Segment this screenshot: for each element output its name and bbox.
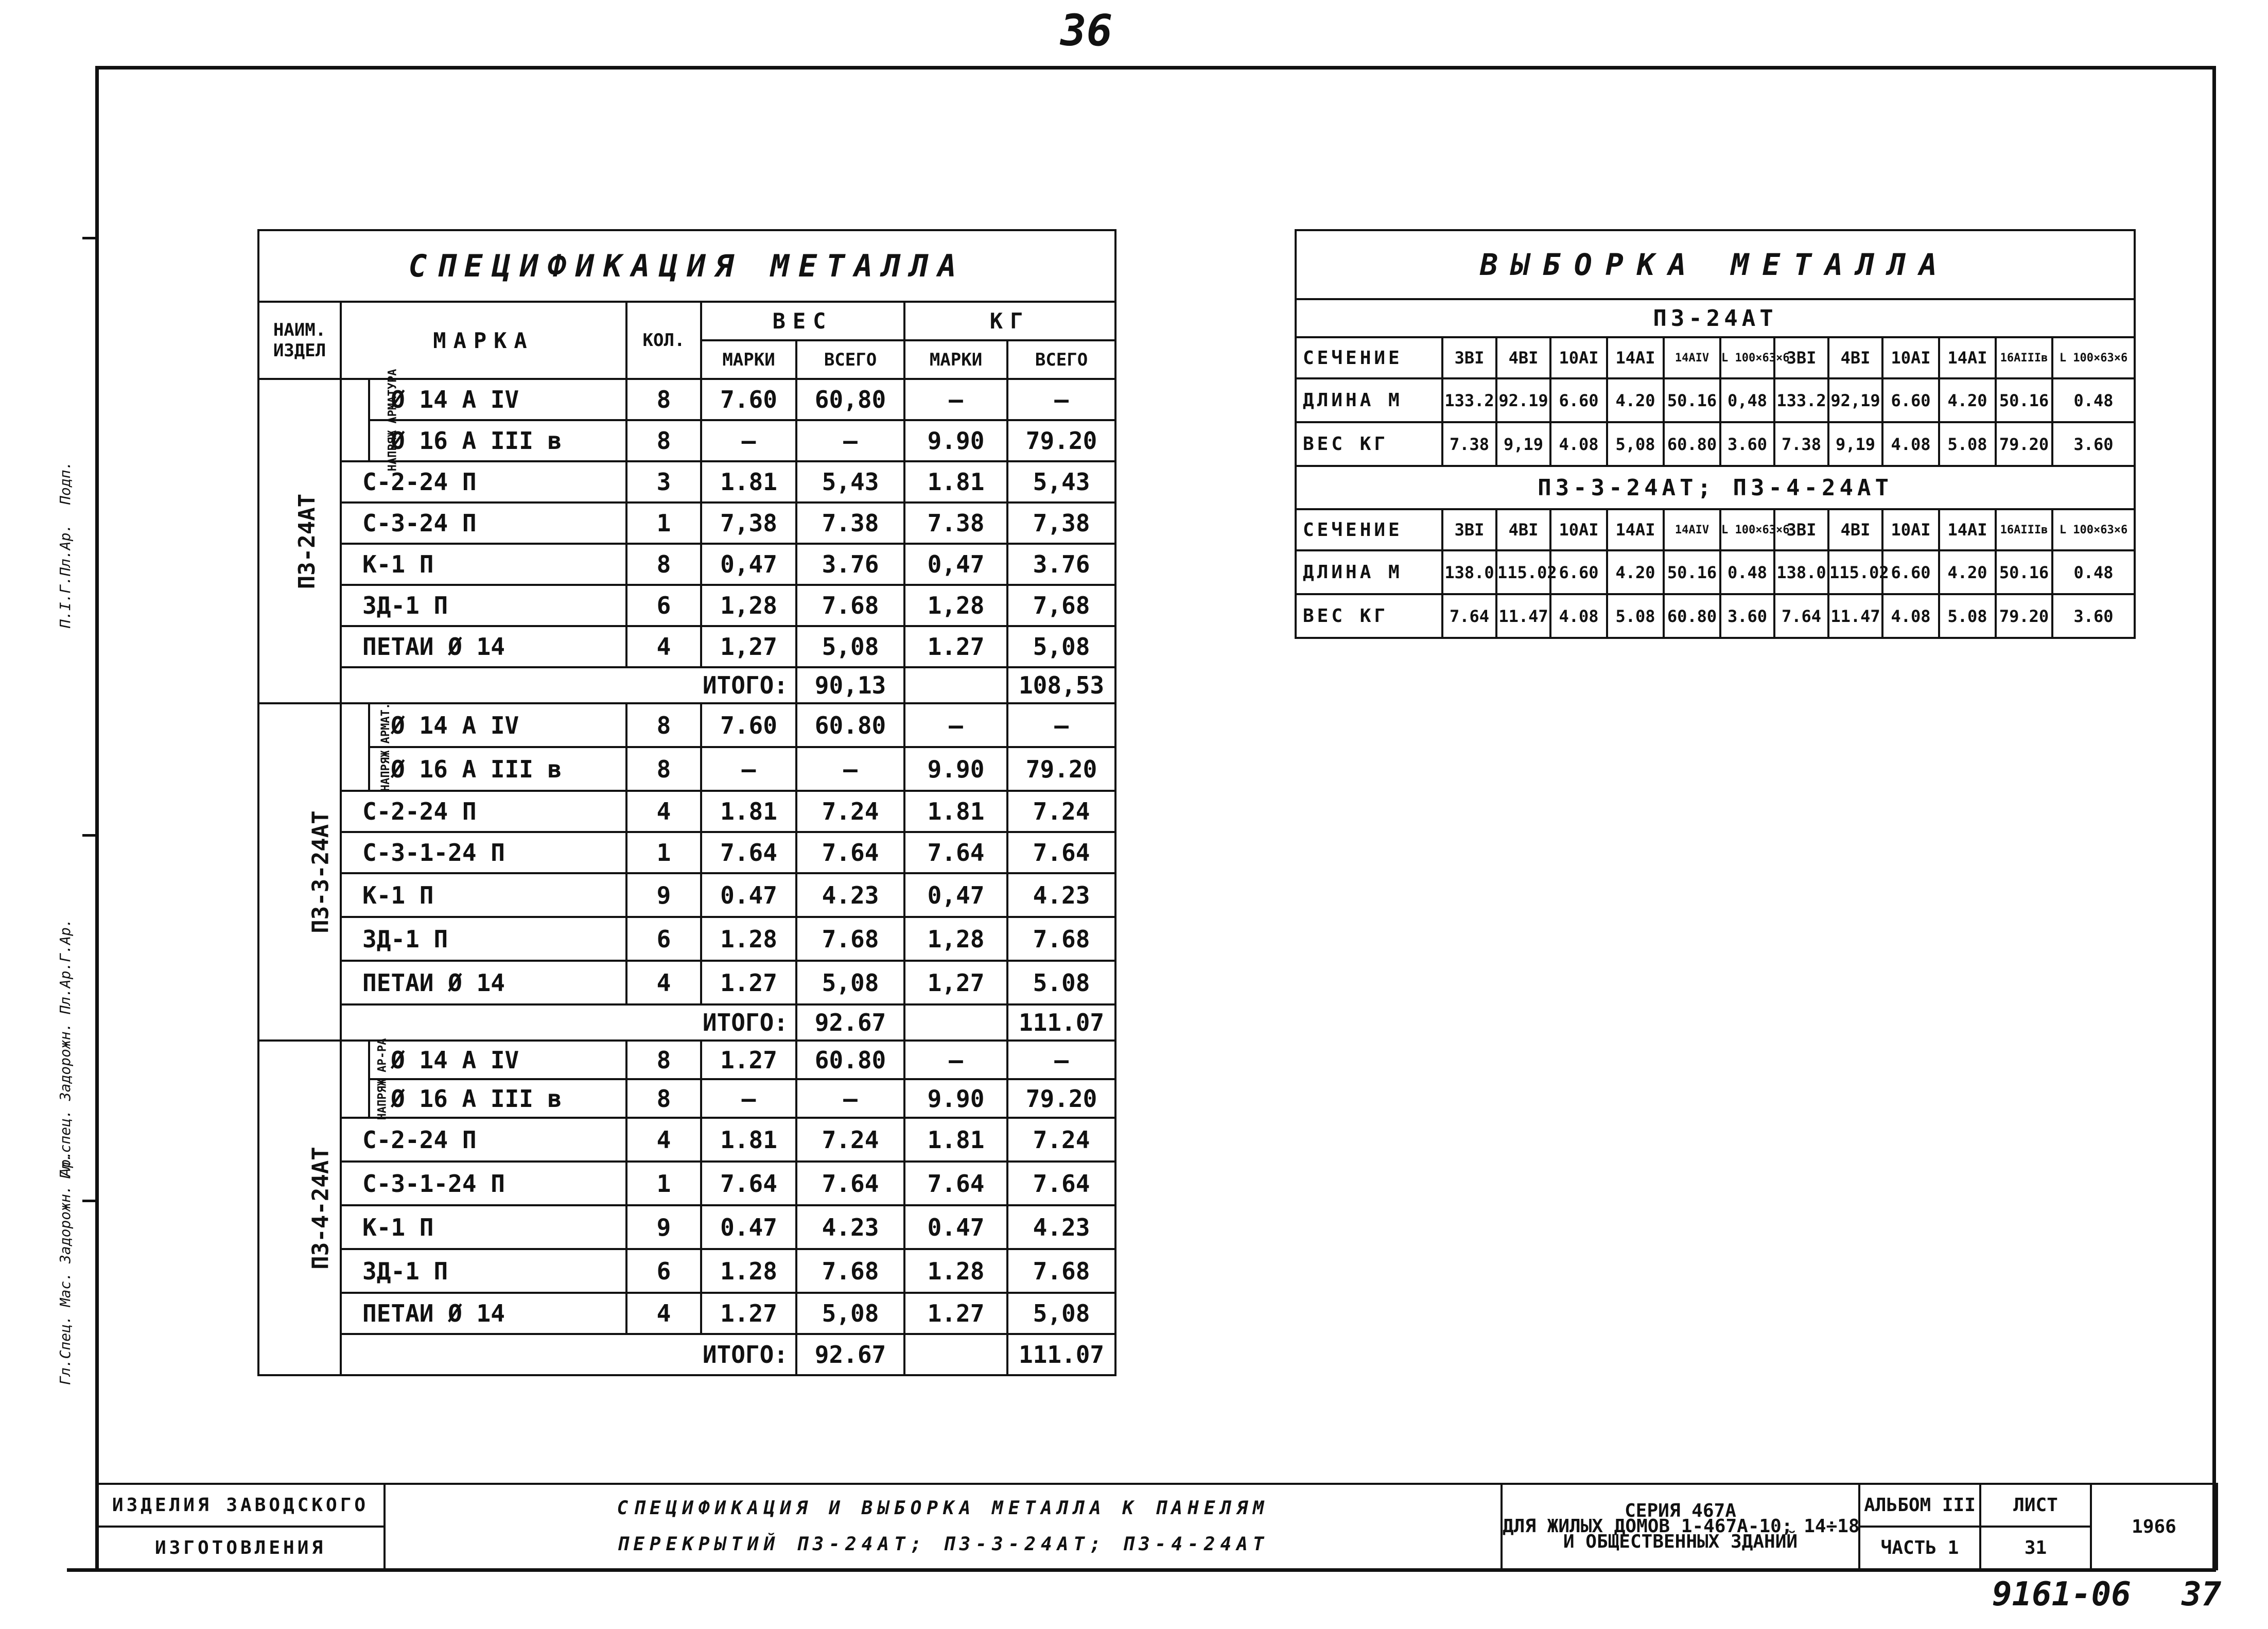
- length-cell: 50.16: [1664, 378, 1720, 422]
- weight-cell: 3.60: [2052, 422, 2135, 466]
- header-kg: КГ: [904, 302, 1115, 340]
- mark-cell: ПЕТАИ Ø 14: [341, 961, 626, 1004]
- weight-cell: 3.60: [1720, 422, 1774, 466]
- weight-cell: 1.81: [904, 461, 1007, 502]
- weight-cell: 1.27: [701, 1293, 796, 1334]
- section-cell: L 100×63×6: [2052, 337, 2135, 378]
- total-cell: 7.24: [796, 791, 904, 832]
- section-cell: 14АI: [1607, 337, 1664, 378]
- total-cell: 60.80: [796, 1041, 904, 1079]
- section-cell: 14АIV: [1664, 509, 1720, 550]
- stamp-year: 1966: [2091, 1484, 2217, 1569]
- total-cell: 7,38: [1007, 502, 1115, 544]
- mark-cell: Ø 14 А IV: [369, 703, 626, 747]
- total-cell: —: [1007, 1041, 1115, 1079]
- qty-cell: 4: [626, 1118, 701, 1162]
- stamp-category-line1: ИЗДЕЛИЯ ЗАВОДСКОГО: [96, 1484, 385, 1527]
- weight-cell: 7.64: [701, 832, 796, 873]
- qty-cell: 9: [626, 873, 701, 917]
- qty-cell: 8: [626, 703, 701, 747]
- qty-cell: 3: [626, 461, 701, 502]
- qty-cell: 8: [626, 544, 701, 585]
- length-cell: 138.0: [1442, 550, 1496, 594]
- qty-cell: 1: [626, 502, 701, 544]
- panel-name: ПЗ-24АТ: [258, 379, 341, 703]
- weight-cell: 1.81: [701, 461, 796, 502]
- weight-cell: 7.64: [1774, 594, 1828, 638]
- stamp-series-line3: И ОБЩЕСТВЕННЫХ ЗДАНИЙ: [1563, 1531, 1798, 1552]
- total-cell: 5,08: [1007, 626, 1115, 667]
- weight-cell: 7.60: [701, 379, 796, 420]
- section-cell: 4ВI: [1828, 509, 1882, 550]
- weight-cell: 1.27: [904, 626, 1007, 667]
- sheet-code: [1992, 1575, 2221, 1614]
- weight-label: ВЕС КГ: [1296, 594, 1442, 638]
- sheet-code-page: 37: [2182, 1575, 2222, 1614]
- qty-cell: 4: [626, 1293, 701, 1334]
- stamp-series: [1502, 1484, 1859, 1569]
- total-cell: 7.38: [796, 502, 904, 544]
- total-cell: 7.64: [1007, 1162, 1115, 1205]
- header-weight: ВЕС: [701, 302, 904, 340]
- qty-cell: 8: [626, 1041, 701, 1079]
- section-cell: 16АIIIв: [1996, 337, 2052, 378]
- total-cell: 60,80: [796, 379, 904, 420]
- section-cell: 4ВI: [1496, 337, 1550, 378]
- group-total: 92.67: [796, 1004, 904, 1041]
- weight-cell: 4.08: [1882, 422, 1939, 466]
- length-cell: 6.60: [1882, 550, 1939, 594]
- total-cell: 5,08: [796, 1293, 904, 1334]
- total-cell: 7.68: [796, 917, 904, 961]
- weight-cell: 3.60: [2052, 594, 2135, 638]
- weight-cell: —: [904, 1041, 1007, 1079]
- length-cell: 92.19: [1496, 378, 1550, 422]
- weight-cell: 9,19: [1496, 422, 1550, 466]
- weight-cell: 0.47: [701, 1205, 796, 1249]
- length-cell: 115.02: [1496, 550, 1550, 594]
- weight-cell: —: [904, 379, 1007, 420]
- weight-cell: —: [701, 420, 796, 461]
- length-cell: 6.60: [1550, 378, 1607, 422]
- mark-cell: С-2-24 П: [341, 1118, 626, 1162]
- header-qty: КОЛ.: [626, 302, 701, 379]
- total-cell: 60.80: [796, 703, 904, 747]
- section-cell: 3ВI: [1442, 337, 1496, 378]
- length-cell: 50.16: [1664, 550, 1720, 594]
- section-cell: 14АI: [1607, 509, 1664, 550]
- length-cell: 0.48: [1720, 550, 1774, 594]
- weight-cell: 5,08: [1607, 422, 1664, 466]
- stamp-album: АЛЬБОМ III: [1859, 1484, 1980, 1527]
- qty-cell: 8: [626, 379, 701, 420]
- section-cell: 3ВI: [1442, 509, 1496, 550]
- mark-cell: К-1 П: [341, 873, 626, 917]
- length-cell: 138.0: [1774, 550, 1828, 594]
- weight-cell: —: [701, 747, 796, 791]
- weight-cell: 5.08: [1607, 594, 1664, 638]
- total-label: ИТОГО:: [341, 1334, 796, 1375]
- section-cell: 3ВI: [1774, 337, 1828, 378]
- empty-cell: [904, 1334, 1007, 1375]
- weight-cell: 7,38: [701, 502, 796, 544]
- section-label: СЕЧЕНИЕ: [1296, 337, 1442, 378]
- weight-cell: 7.64: [904, 832, 1007, 873]
- sheet-code-number: 9161-06: [1992, 1575, 2131, 1614]
- weight-cell: 4.08: [1550, 594, 1607, 638]
- selection-title: ВЫБОРКА МЕТАЛЛА: [1296, 230, 2135, 299]
- spec-title: СПЕЦИФИКАЦИЯ МЕТАЛЛА: [258, 230, 1115, 302]
- title-block: [95, 1483, 2218, 1570]
- total-cell: 5,43: [796, 461, 904, 502]
- mark-cell: ПЕТАИ Ø 14: [341, 626, 626, 667]
- mark-cell: С-3-24 П: [341, 502, 626, 544]
- total-cell: —: [796, 1079, 904, 1118]
- margin-note: Гл.спец. Задорожн. Пл.Ар.Г.Ар.: [57, 919, 74, 1179]
- weight-label: ВЕС КГ: [1296, 422, 1442, 466]
- weight-cell: 4.08: [1550, 422, 1607, 466]
- header-per-mark: МАРКИ: [904, 340, 1007, 379]
- total-cell: 7.64: [796, 832, 904, 873]
- mark-cell: Ø 14 А IV: [369, 1041, 626, 1079]
- weight-cell: 60.80: [1664, 594, 1720, 638]
- weight-cell: 0,47: [904, 544, 1007, 585]
- margin-note: П.І.Г.Пл.Ар.: [57, 524, 74, 628]
- total-cell: —: [796, 420, 904, 461]
- weight-cell: 1.81: [904, 1118, 1007, 1162]
- mark-cell: К-1 П: [341, 1205, 626, 1249]
- length-cell: 133.2: [1774, 378, 1828, 422]
- weight-cell: 1,28: [904, 585, 1007, 626]
- weight-cell: 9,19: [1828, 422, 1882, 466]
- total-cell: 7.68: [1007, 917, 1115, 961]
- length-cell: 0,48: [1720, 378, 1774, 422]
- weight-cell: 9.90: [904, 420, 1007, 461]
- length-cell: 6.60: [1550, 550, 1607, 594]
- stamp-sheet-number: 31: [1980, 1527, 2091, 1569]
- section-cell: 10АI: [1550, 337, 1607, 378]
- section-cell: 3ВI: [1774, 509, 1828, 550]
- weight-cell: 5.08: [1939, 594, 1996, 638]
- total-cell: 5,08: [796, 961, 904, 1004]
- mark-cell: С-3-1-24 П: [341, 832, 626, 873]
- weight-cell: 11.47: [1496, 594, 1550, 638]
- weight-cell: 1.27: [904, 1293, 1007, 1334]
- header-per-mark: МАРКИ: [701, 340, 796, 379]
- weight-cell: 3.60: [1720, 594, 1774, 638]
- total-cell: 7.68: [1007, 1249, 1115, 1293]
- prestress-label: НАПРЯЖ АРМАТ.: [341, 703, 369, 791]
- qty-cell: 6: [626, 585, 701, 626]
- total-cell: 7.24: [1007, 791, 1115, 832]
- length-cell: 50.16: [1996, 378, 2052, 422]
- total-cell: 79.20: [1007, 1079, 1115, 1118]
- weight-cell: 1.27: [701, 1041, 796, 1079]
- weight-cell: 79.20: [1996, 594, 2052, 638]
- length-cell: 4.20: [1607, 550, 1664, 594]
- weight-cell: 11.47: [1828, 594, 1882, 638]
- total-cell: 4.23: [796, 1205, 904, 1249]
- total-cell: 7.68: [796, 1249, 904, 1293]
- qty-cell: 8: [626, 420, 701, 461]
- page-number: 36: [1060, 5, 1113, 56]
- group-total: 92.67: [796, 1334, 904, 1375]
- weight-cell: 1,28: [701, 585, 796, 626]
- weight-cell: —: [904, 703, 1007, 747]
- weight-cell: 1.27: [701, 961, 796, 1004]
- weight-cell: 7.64: [1442, 594, 1496, 638]
- weight-cell: 79.20: [1996, 422, 2052, 466]
- length-cell: 115.02: [1828, 550, 1882, 594]
- total-cell: —: [1007, 379, 1115, 420]
- stamp-title-line1: СПЕЦИФИКАЦИЯ И ВЫБОРКА МЕТАЛЛА К ПАНЕЛЯМ: [617, 1498, 1269, 1519]
- weight-cell: 60.80: [1664, 422, 1720, 466]
- panel-name: ПЗ-4-24АТ: [258, 1041, 341, 1375]
- total-cell: 5,08: [1007, 1293, 1115, 1334]
- section-cell: L 100×63×6: [1720, 509, 1774, 550]
- qty-cell: 8: [626, 747, 701, 791]
- total-label: ИТОГО:: [341, 1004, 796, 1041]
- total-cell: 79.20: [1007, 420, 1115, 461]
- section-cell: 4ВI: [1828, 337, 1882, 378]
- stamp-sheet-label: ЛИСТ: [1980, 1484, 2091, 1527]
- weight-cell: 9.90: [904, 1079, 1007, 1118]
- section-cell: L 100×63×6: [2052, 509, 2135, 550]
- stamp-title: [385, 1484, 1502, 1569]
- qty-cell: 1: [626, 832, 701, 873]
- weight-cell: 7.64: [701, 1162, 796, 1205]
- weight-cell: 1.81: [904, 791, 1007, 832]
- empty-cell: [904, 667, 1007, 703]
- section-cell: 14АIV: [1664, 337, 1720, 378]
- weight-cell: 1.81: [701, 1118, 796, 1162]
- qty-cell: 1: [626, 1162, 701, 1205]
- qty-cell: 6: [626, 1249, 701, 1293]
- mark-cell: С-2-24 П: [341, 461, 626, 502]
- total-cell: 7.64: [796, 1162, 904, 1205]
- total-cell: —: [1007, 703, 1115, 747]
- total-cell: —: [796, 747, 904, 791]
- weight-cell: 7.60: [701, 703, 796, 747]
- length-cell: 0.48: [2052, 550, 2135, 594]
- stamp-category-line2: ИЗГОТОВЛЕНИЯ: [96, 1527, 385, 1569]
- spec-table: [257, 229, 1116, 1376]
- header-total: ВСЕГО: [1007, 340, 1115, 379]
- header-mark: МАРКА: [341, 302, 626, 379]
- stamp-series-line1: СЕРИЯ 467А: [1625, 1500, 1736, 1521]
- mark-cell: Ø 14 А IV: [369, 379, 626, 420]
- section-cell: 10АI: [1882, 337, 1939, 378]
- mark-cell: С-2-24 П: [341, 791, 626, 832]
- group-total: 111.07: [1007, 1004, 1115, 1041]
- section-cell: 4ВI: [1496, 509, 1550, 550]
- selection-group-title: ПЗ-3-24АТ; ПЗ-4-24АТ: [1296, 466, 2135, 509]
- length-cell: 133.2: [1442, 378, 1496, 422]
- weight-cell: 1.81: [701, 791, 796, 832]
- section-cell: 10АI: [1882, 509, 1939, 550]
- stamp-title-line2: ПЕРЕКРЫТИЙ ПЗ-24АТ; ПЗ-3-24АТ; ПЗ-4-24АТ: [617, 1534, 1269, 1555]
- section-cell: L 100×63×6: [1720, 337, 1774, 378]
- weight-cell: 7.38: [1774, 422, 1828, 466]
- section-cell: 16АIIIв: [1996, 509, 2052, 550]
- mark-cell: С-3-1-24 П: [341, 1162, 626, 1205]
- weight-cell: 1.28: [904, 1249, 1007, 1293]
- section-cell: 14АI: [1939, 509, 1996, 550]
- group-total: 111.07: [1007, 1334, 1115, 1375]
- weight-cell: 9.90: [904, 747, 1007, 791]
- total-cell: 4.23: [1007, 1205, 1115, 1249]
- selection-group-title: ПЗ-24АТ: [1296, 299, 2135, 337]
- weight-cell: 1.28: [701, 1249, 796, 1293]
- length-label: ДЛИНА М: [1296, 378, 1442, 422]
- total-cell: 5.08: [1007, 961, 1115, 1004]
- mark-cell: К-1 П: [341, 544, 626, 585]
- length-cell: 4.20: [1607, 378, 1664, 422]
- length-label: ДЛИНА М: [1296, 550, 1442, 594]
- prestress-label: НАПРЯЖ АРМАТУРА: [341, 379, 369, 461]
- weight-cell: 0,47: [904, 873, 1007, 917]
- mark-cell: ПЕТАИ Ø 14: [341, 1293, 626, 1334]
- margin-tick: [82, 1200, 98, 1202]
- length-cell: 0.48: [2052, 378, 2135, 422]
- total-cell: 7,68: [1007, 585, 1115, 626]
- total-cell: 4.23: [1007, 873, 1115, 917]
- prestress-label: НАПРЯЖ АР-РА: [341, 1041, 369, 1118]
- group-total: 108,53: [1007, 667, 1115, 703]
- group-total: 90,13: [796, 667, 904, 703]
- stamp-part: ЧАСТЬ 1: [1859, 1527, 1980, 1569]
- panel-name: ПЗ-3-24АТ: [258, 703, 341, 1041]
- length-cell: 6.60: [1882, 378, 1939, 422]
- total-cell: 3.76: [796, 544, 904, 585]
- margin-note: Подп.: [57, 461, 74, 505]
- length-cell: 50.16: [1996, 550, 2052, 594]
- weight-cell: 0.47: [701, 873, 796, 917]
- weight-cell: 4.08: [1882, 594, 1939, 638]
- weight-cell: 1,27: [904, 961, 1007, 1004]
- qty-cell: 6: [626, 917, 701, 961]
- total-cell: 5,43: [1007, 461, 1115, 502]
- qty-cell: 4: [626, 791, 701, 832]
- weight-cell: 0.47: [904, 1205, 1007, 1249]
- mark-cell: ЗД-1 П: [341, 917, 626, 961]
- weight-cell: —: [701, 1079, 796, 1118]
- total-label: ИТОГО:: [341, 667, 796, 703]
- total-cell: 4.23: [796, 873, 904, 917]
- section-cell: 14АI: [1939, 337, 1996, 378]
- selection-table: [1295, 229, 2136, 639]
- margin-note: Гл.Спец. Мас. Задорожн. Ар.: [57, 1150, 74, 1385]
- mark-cell: Ø 16 А III в: [369, 747, 626, 791]
- mark-cell: Ø 16 А III в: [369, 420, 626, 461]
- weight-cell: 1.28: [701, 917, 796, 961]
- weight-cell: 7.38: [904, 502, 1007, 544]
- weight-cell: 1,27: [701, 626, 796, 667]
- section-label: СЕЧЕНИЕ: [1296, 509, 1442, 550]
- header-name: НАИМ. ИЗДЕЛ: [258, 302, 341, 379]
- mark-cell: ЗД-1 П: [341, 1249, 626, 1293]
- qty-cell: 4: [626, 961, 701, 1004]
- length-cell: 4.20: [1939, 378, 1996, 422]
- total-cell: 7.24: [1007, 1118, 1115, 1162]
- length-cell: 92,19: [1828, 378, 1882, 422]
- mark-cell: ЗД-1 П: [341, 585, 626, 626]
- weight-cell: 1,28: [904, 917, 1007, 961]
- weight-cell: 7.38: [1442, 422, 1496, 466]
- weight-cell: 5.08: [1939, 422, 1996, 466]
- empty-cell: [904, 1004, 1007, 1041]
- total-cell: 79.20: [1007, 747, 1115, 791]
- qty-cell: 8: [626, 1079, 701, 1118]
- mark-cell: Ø 16 А III в: [369, 1079, 626, 1118]
- qty-cell: 9: [626, 1205, 701, 1249]
- total-cell: 7.64: [1007, 832, 1115, 873]
- section-cell: 10АI: [1550, 509, 1607, 550]
- margin-tick: [82, 237, 98, 239]
- total-cell: 7.24: [796, 1118, 904, 1162]
- weight-cell: 0,47: [701, 544, 796, 585]
- total-cell: 3.76: [1007, 544, 1115, 585]
- weight-cell: 7.64: [904, 1162, 1007, 1205]
- header-total: ВСЕГО: [796, 340, 904, 379]
- margin-tick: [82, 834, 98, 837]
- stamp-series-line2: ДЛЯ ЖИЛЫХ ДОМОВ 1-467А-10; 14÷18: [1503, 1516, 1860, 1537]
- total-cell: 7.68: [796, 585, 904, 626]
- length-cell: 4.20: [1939, 550, 1996, 594]
- total-cell: 5,08: [796, 626, 904, 667]
- qty-cell: 4: [626, 626, 701, 667]
